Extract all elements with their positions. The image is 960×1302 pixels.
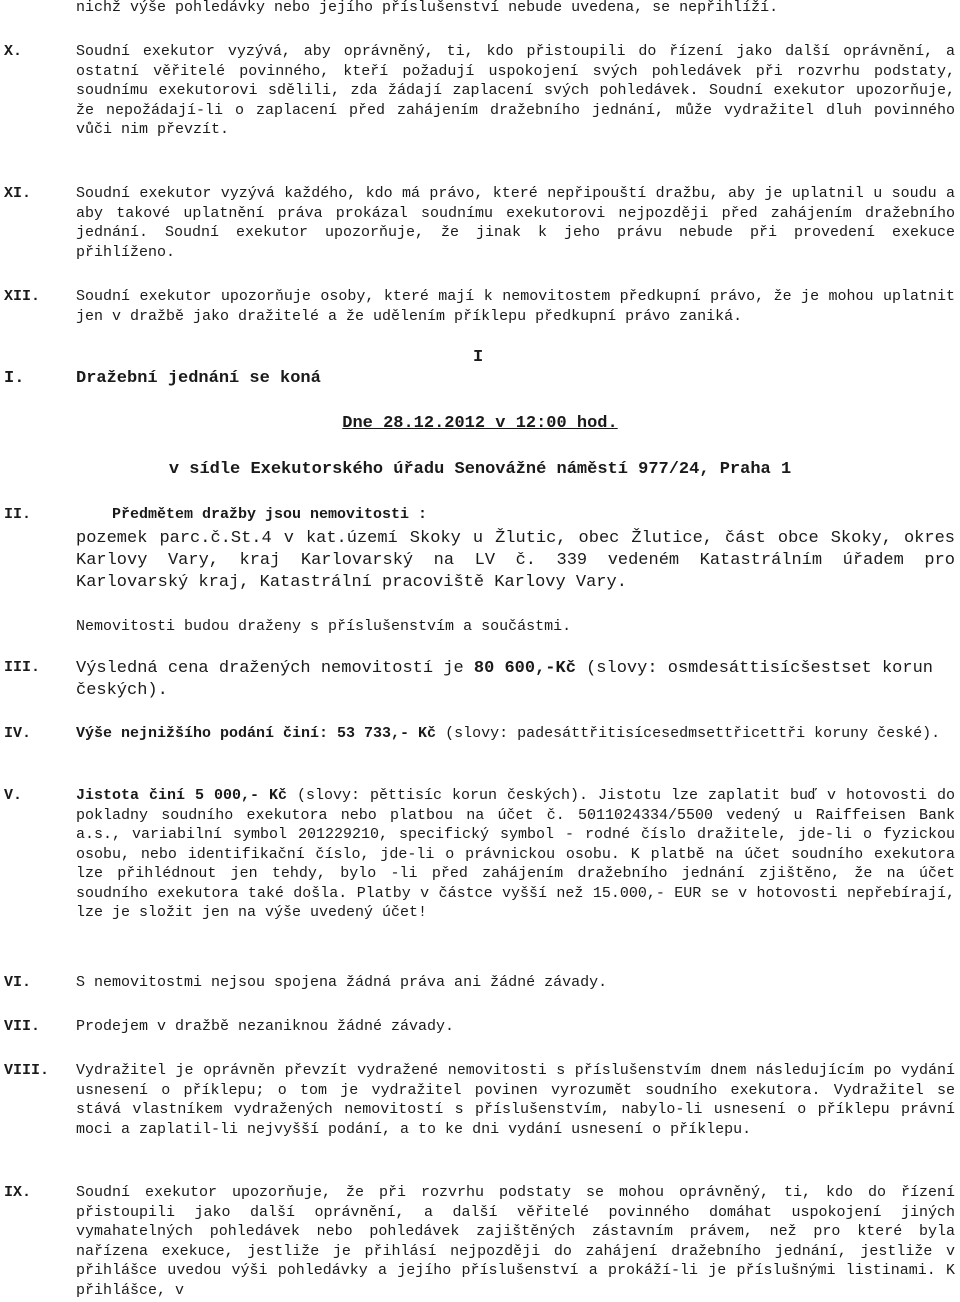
deposit-text: (slovy: pěttisíc korun českých). Jistotu lze zaplatit buď v hotovosti do pokladny soudního exekutora nebo platbou na účet č. 5011024334/5500 vedený u Raiffeisen Bank a.s., variabilní symbol 201229210, specifický symbol - rodné číslo dražitele, jde-li o fyzickou osobu, nebo identifikační číslo, jde-li o právnickou osobu. K platbě na účet soudního exekutora lze přihlédnout jen tehdy, bylo -li před zahájením dražebního jednání zjištěno, že na účet soudního exekutora také došla. Platby v částce vyšší než 15.000,- EUR se v hotovosti nepřebírají, lze je složit jen na výše uvedený účet! bbox=[76, 787, 955, 921]
section-text: Soudní exekutor vyzývá každého, kdo má právo, které nepřipouští dražbu, aby je uplatnil u soudu a aby takové uplatnění práva prokázal soudnímu exekutorovi nejpozději před zahájením dražebního jednání. Soudní exekutor upozorňuje, že jinak k jeho právu nebude při provedení exekuce přihlíženo. bbox=[76, 185, 955, 261]
section-text: S nemovitostmi nejsou spojena žádná práva ani žádné závady. bbox=[76, 974, 608, 991]
section-number: II. bbox=[4, 506, 32, 523]
section-number: VII. bbox=[4, 1018, 41, 1035]
section-text: Vydražitel je oprávněn převzít vydražené nemovitosti s příslušenstvím dnem následujícím po vydání usnesení o příklepu; o tom je vydražitel povinen vyrozumět soudního exekutora. Vydražitel se stává vlastníkem vydražených nemovitostí s příslušenstvím, nabylo-li usnesení o příklepu právní moci a zaplatil-li nejvyšší podání, a to ke dni vydání usnesení o příklepu. bbox=[76, 1062, 955, 1138]
section-text bbox=[76, 658, 955, 702]
section-number: I. bbox=[4, 369, 25, 388]
price-words: (slovy: osmdesáttisícšestset korun českých). bbox=[76, 659, 933, 700]
section-number: IX. bbox=[4, 1184, 32, 1201]
section-text bbox=[76, 786, 955, 923]
section-number: VIII. bbox=[4, 1062, 50, 1079]
section-number: VI. bbox=[4, 974, 32, 991]
deposit-amount: Jistota činí 5 000,- Kč bbox=[76, 787, 287, 804]
intro-line: nichž výše pohledávky nebo jejího příslušenství nebude uvedena, se nepřihlíží. bbox=[76, 0, 779, 16]
auction-place: v sídle Exekutorského úřadu Senovážné náměstí 977/24, Praha 1 bbox=[168, 460, 792, 479]
auction-date: Dne 28.12.2012 v 12:00 hod. bbox=[342, 414, 618, 433]
minimum-bid-words: (slovy: padesáttřitisícesedmsettřicettři koruny české). bbox=[445, 725, 941, 742]
price-amount: 80 600,-Kč bbox=[473, 659, 576, 678]
minimum-bid: Výše nejnižšího podání činí: 53 733,- Kč bbox=[76, 725, 437, 742]
section-number: III. bbox=[4, 659, 41, 676]
section-number: V. bbox=[4, 787, 23, 804]
property-description: pozemek parc.č.St.4 v kat.území Skoky u Žlutic, obec Žlutice, část obce Skoky, okres Karlovy Vary, kraj Karlovarský na LV č. 339 vedeném Katastrálním úřadem pro Karlovarský kraj, Katastrální pracoviště Karlovy Vary. bbox=[76, 529, 955, 592]
section-heading: Dražební jednání se koná bbox=[76, 369, 321, 388]
property-note: Nemovitosti budou draženy s příslušenstvím a součástmi. bbox=[76, 618, 572, 635]
section-text: Soudní exekutor vyzývá, aby oprávněný, ti, kdo přistoupili do řízení jako další oprávnění, a ostatní věřitelé povinného, kteří požadují uspokojení svých pohledávek při rozvrhu podstaty, soudnímu exekutorovi sdělili, zda žádají zaplacení svých pohledávek. Soudní exekutor upozorňuje, že nepožádají-li o zaplacení před zahájením dražebního jednání, může vydražitel dluh povinného vůči nim převzít. bbox=[76, 43, 955, 138]
section-text: Soudní exekutor upozorňuje osoby, které mají k nemovitostem předkupní právo, že je mohou uplatnit jen v dražbě jako dražitelé a že udělením příklepu předkupní právo zaniká. bbox=[76, 288, 955, 325]
section-text: Prodejem v dražbě nezaniknou žádné závady. bbox=[76, 1018, 455, 1035]
section-number: X. bbox=[4, 43, 23, 60]
roman-i-center: I bbox=[473, 348, 484, 367]
section-number: IV. bbox=[4, 725, 32, 742]
section-text: Soudní exekutor upozorňuje, že při rozvrhu podstaty se mohou oprávněný, ti, kdo do řízení přistoupili jako další oprávnění, a další věřitelé povinného domáhat uspokojení jiných vymahatelných pohledávek nebo pohledávek zajištěných zástavním právem, než pro které byla nařízena exekuce, jestliže je přihlásí nejpozději do zahájení dražebního jednání, jestliže v přihlášce uvedou výši pohledávky a jejího příslušenství a prokáží-li je příslušnými listinami. K přihlášce, v bbox=[76, 1184, 955, 1299]
section-number: XI. bbox=[4, 185, 32, 202]
section-text bbox=[76, 724, 955, 744]
price-intro: Výsledná cena dražených nemovitostí je bbox=[76, 659, 464, 678]
section-heading: Předmětem dražby jsou nemovitosti : bbox=[112, 506, 428, 523]
section-number: XII. bbox=[4, 288, 41, 305]
